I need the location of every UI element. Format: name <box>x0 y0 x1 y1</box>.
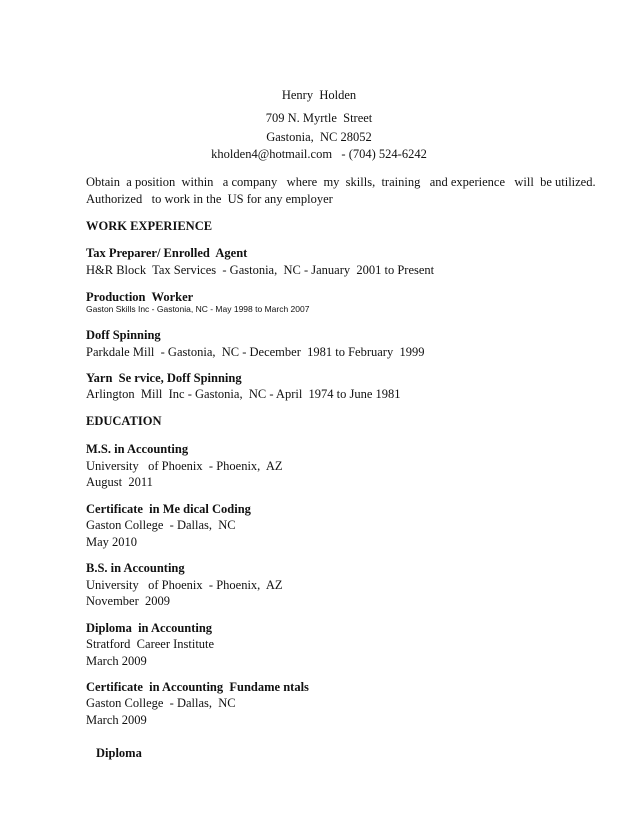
education-date: March 2009 <box>86 713 147 727</box>
education-school: Stratford Career Institute <box>86 637 215 651</box>
job-title: Doff Spinning <box>86 328 161 342</box>
education-trailing-heading: Diploma <box>96 746 142 760</box>
education-school: University of Phoenix - Phoenix, AZ <box>86 459 283 473</box>
job-detail: Parkdale Mill - Gastonia, NC - December 1981 to February 1999 <box>86 345 425 359</box>
contact-name: Henry Holden <box>281 88 357 102</box>
objective-line-2: Authorized to work in the US for any employer <box>86 192 333 206</box>
education-date: March 2009 <box>86 654 147 668</box>
education-degree: Diploma in Accounting <box>86 621 213 635</box>
education-date: August 2011 <box>86 475 153 489</box>
education-school: Gaston College - Dallas, NC <box>86 518 236 532</box>
education-school: University of Phoenix - Phoenix, AZ <box>86 578 283 592</box>
contact-city: Gastonia, NC 28052 <box>266 130 372 144</box>
objective-line-1: Obtain a position within a company where my skills, training and experience will be utilized. <box>86 175 596 189</box>
education-heading: EDUCATION <box>86 414 162 428</box>
education-degree: Certificate in Accounting Fundame ntals <box>86 680 309 694</box>
job-detail: H&R Block Tax Services - Gastonia, NC - January 2001 to Present <box>86 263 435 277</box>
job-title: Tax Preparer/ Enrolled Agent <box>86 246 248 260</box>
education-degree: M.S. in Accounting <box>86 442 189 456</box>
job-detail: Gaston Skills Inc - Gastonia, NC - May 1998 to March 2007 <box>86 304 310 314</box>
education-degree: B.S. in Accounting <box>86 561 185 575</box>
work-heading: WORK EXPERIENCE <box>86 219 213 233</box>
education-degree: Certificate in Me dical Coding <box>86 502 251 516</box>
contact-street: 709 N. Myrtle Street <box>265 111 373 125</box>
job-title: Production Worker <box>86 290 194 304</box>
job-title: Yarn Se rvice, Doff Spinning <box>86 371 242 385</box>
job-detail: Arlington Mill Inc - Gastonia, NC - April 1974 to June 1981 <box>86 387 401 401</box>
education-school: Gaston College - Dallas, NC <box>86 696 236 710</box>
education-date: November 2009 <box>86 594 171 608</box>
contact-email-phone: kholden4@hotmail.com - (704) 524-6242 <box>211 147 427 161</box>
education-date: May 2010 <box>86 535 138 549</box>
